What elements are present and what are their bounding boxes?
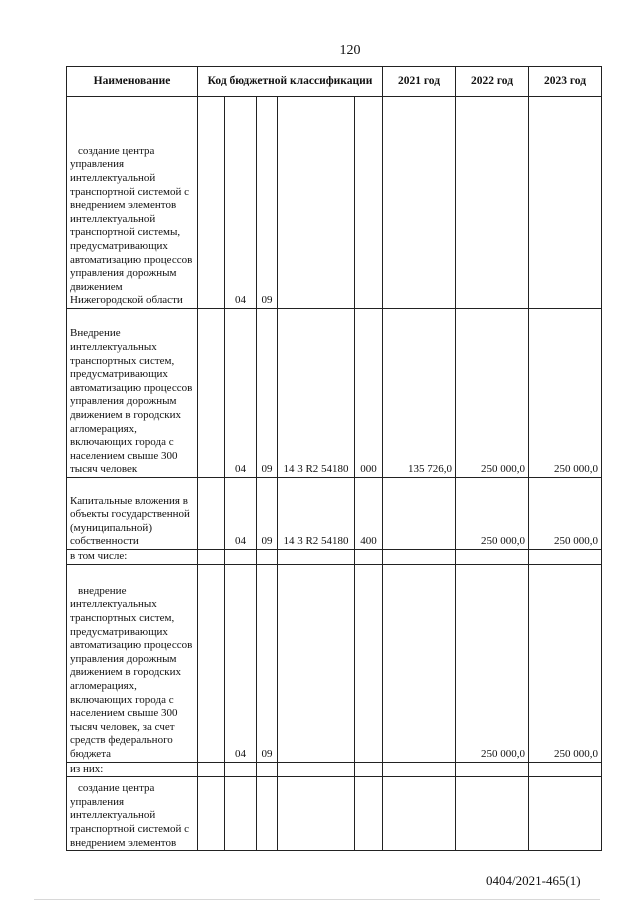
row-name: Капитальные вложения в объекты государственной (муниципальной) собственности (67, 478, 198, 550)
header-year-2022: 2022 год (456, 67, 529, 97)
row-2023 (529, 762, 602, 777)
row-target (278, 564, 355, 762)
row-blank (198, 564, 225, 762)
row-section (225, 550, 257, 565)
table-row (67, 564, 602, 762)
row-2022 (456, 550, 529, 565)
row-section (225, 762, 257, 777)
row-2023: 250 000,0 (529, 564, 602, 762)
header-name: Наименование (67, 67, 198, 97)
row-2021 (383, 564, 456, 762)
document-code: 0404/2021-465(1) (486, 873, 581, 888)
table-row (67, 309, 602, 478)
row-2022 (456, 97, 529, 309)
row-2023 (529, 777, 602, 851)
row-2023: 250 000,0 (529, 478, 602, 550)
row-subsection: 09 (257, 478, 278, 550)
row-name: внедрение интеллектуальных транспортных систем, предусматривающих автоматизацию процессов управления дорожным движением в городских агломерациях, включающих города с населением свыше 300 тысяч человек, за счет средств федерального бюджета (67, 564, 198, 762)
row-blank (198, 478, 225, 550)
page-number: 120 (339, 43, 361, 58)
row-section: 04 (225, 97, 257, 309)
page-bottom-divider (34, 899, 600, 900)
row-name: Внедрение интеллектуальных транспортных систем, предусматривающих автоматизацию процессов управления дорожным движением в городских агломерациях, включающих города с населением свыше 300 тысяч человек (67, 309, 198, 478)
row-subsection: 09 (257, 97, 278, 309)
header-year-2023: 2023 год (529, 67, 602, 97)
row-blank (198, 550, 225, 565)
row-name: в том числе: (67, 550, 198, 565)
row-2023 (529, 550, 602, 565)
row-2022: 250 000,0 (456, 309, 529, 478)
row-blank (198, 97, 225, 309)
row-target (278, 550, 355, 565)
row-name: создание центра управления интеллектуальной транспортной системой с внедрением элементов (67, 777, 198, 851)
row-2021 (383, 762, 456, 777)
row-name: из них: (67, 762, 198, 777)
row-subsection: 09 (257, 309, 278, 478)
table-row (67, 97, 602, 309)
row-blank (198, 762, 225, 777)
row-2022 (456, 762, 529, 777)
row-subsection (257, 762, 278, 777)
row-2022 (456, 777, 529, 851)
header-budget-code: Код бюджетной классификации (198, 67, 383, 97)
row-target (278, 97, 355, 309)
row-target: 14 3 R2 54180 (278, 309, 355, 478)
row-target (278, 777, 355, 851)
row-subsection (257, 777, 278, 851)
row-blank (198, 309, 225, 478)
table-row (67, 777, 602, 851)
header-year-2021: 2021 год (383, 67, 456, 97)
table-header-row (67, 67, 602, 97)
table-row (67, 550, 602, 565)
row-expense (355, 564, 383, 762)
budget-table (66, 66, 602, 851)
row-blank (198, 777, 225, 851)
row-2022: 250 000,0 (456, 564, 529, 762)
row-2022: 250 000,0 (456, 478, 529, 550)
row-2023: 250 000,0 (529, 309, 602, 478)
row-section: 04 (225, 478, 257, 550)
row-subsection (257, 550, 278, 565)
row-name: создание центра управления интеллектуальной транспортной системой с внедрением элементов интеллектуальной транспортной системы, предусматривающих автоматизацию процессов управления дорожным движением Нижегородской области (67, 97, 198, 309)
row-2021 (383, 478, 456, 550)
row-subsection: 09 (257, 564, 278, 762)
row-expense: 400 (355, 478, 383, 550)
row-expense (355, 550, 383, 565)
row-section: 04 (225, 564, 257, 762)
row-section: 04 (225, 309, 257, 478)
row-2021 (383, 777, 456, 851)
row-2021 (383, 97, 456, 309)
row-expense: 000 (355, 309, 383, 478)
row-expense (355, 762, 383, 777)
table-row (67, 762, 602, 777)
row-target (278, 762, 355, 777)
row-2023 (529, 97, 602, 309)
row-2021: 135 726,0 (383, 309, 456, 478)
row-expense (355, 97, 383, 309)
row-2021 (383, 550, 456, 565)
row-target: 14 3 R2 54180 (278, 478, 355, 550)
table-row (67, 478, 602, 550)
row-expense (355, 777, 383, 851)
row-section (225, 777, 257, 851)
